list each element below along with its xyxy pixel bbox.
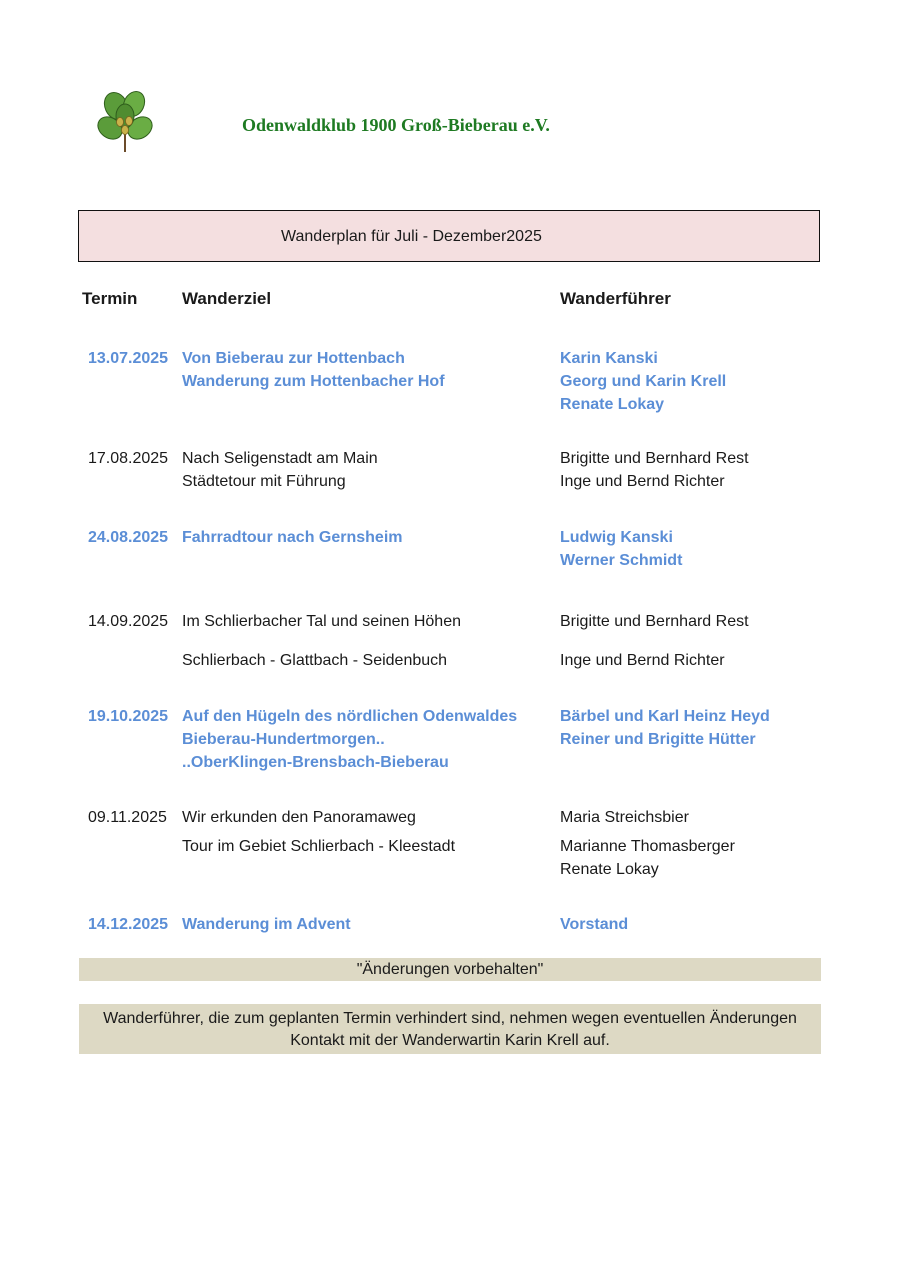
destination-line: Bieberau-Hundertmorgen.. (182, 731, 385, 748)
entry-guides (560, 526, 682, 572)
destination-line: ..OberKlingen-Brensbach-Bieberau (182, 754, 449, 771)
destination-line: Wir erkunden den Panoramaweg (182, 809, 416, 826)
entry-date: 17.08.2025 (88, 450, 169, 467)
entry-date: 24.08.2025 (88, 529, 169, 546)
guide-line: Maria Streichsbier (560, 809, 689, 826)
destination-line: Wanderung zum Hottenbacher Hof (182, 373, 445, 390)
entry-guides (560, 447, 749, 493)
guide-line: Ludwig Kanski (560, 529, 673, 546)
entry-destination (182, 347, 445, 393)
entry-date: 13.07.2025 (88, 350, 169, 367)
entry-destination (182, 526, 403, 549)
header-wanderziel: Wanderziel (182, 289, 272, 308)
guide-line: Bärbel und Karl Heinz Heyd (560, 708, 770, 725)
guide-line: Brigitte und Bernhard Rest (560, 613, 749, 630)
destination-line: Schlierbach - Glattbach - Seidenbuch (182, 652, 448, 669)
guide-line: Inge und Bernd Richter (560, 473, 725, 490)
guide-line: Reiner und Brigitte Hütter (560, 731, 756, 748)
entry-date: 14.09.2025 (88, 613, 169, 630)
destination-line: Im Schlierbacher Tal und seinen Höhen (182, 613, 461, 630)
destination-line: Wanderung im Advent (182, 916, 351, 933)
guide-line: Renate Lokay (560, 861, 659, 878)
destination-line: Von Bieberau zur Hottenbach (182, 350, 405, 367)
guide-line: Renate Lokay (560, 396, 665, 413)
entry-destination (182, 705, 517, 774)
contact-note (79, 1004, 821, 1054)
guide-line: Werner Schmidt (560, 552, 683, 569)
destination-line: Auf den Hügeln des nördlichen Odenwaldes (182, 708, 518, 725)
header-termin: Termin (82, 289, 138, 308)
destination-line: Städtetour mit Führung (182, 473, 346, 490)
entry-date: 19.10.2025 (88, 708, 169, 725)
changes-reserved-note: "Änderungen vorbehalten" (79, 958, 821, 981)
contact-note-line: Wanderführer, die zum geplanten Termin verhindert sind, nehmen wegen eventuellen Änderungen (103, 1010, 797, 1027)
guide-line: Vorstand (560, 916, 629, 933)
header-wanderfuehrer: Wanderführer (560, 289, 671, 308)
guide-line: Karin Kanski (560, 350, 658, 367)
club-name: Odenwaldklub 1900 Groß-Bieberau e.V. (242, 115, 550, 135)
entry-date: 14.12.2025 (88, 916, 169, 933)
contact-note-line: Kontakt mit der Wanderwartin Karin Krell auf. (290, 1032, 610, 1049)
entry-destination (182, 447, 378, 493)
guide-line: Georg und Karin Krell (560, 373, 727, 390)
plan-title: Wanderplan für Juli - Dezember2025 (281, 228, 542, 245)
guide-line: Marianne Thomasberger (560, 838, 735, 855)
entry-guides (560, 705, 770, 751)
entry-guides (560, 347, 726, 416)
destination-line: Nach Seligenstadt am Main (182, 450, 378, 467)
destination-line: Fahrradtour nach Gernsheim (182, 529, 403, 546)
guide-line: Inge und Bernd Richter (560, 652, 725, 669)
guide-line: Brigitte und Bernhard Rest (560, 450, 749, 467)
oak-leaf-logo (96, 86, 154, 158)
plan-title-box (78, 210, 820, 262)
entry-date: 09.11.2025 (88, 809, 167, 826)
destination-line: Tour im Gebiet Schlierbach - Kleestadt (182, 838, 456, 855)
